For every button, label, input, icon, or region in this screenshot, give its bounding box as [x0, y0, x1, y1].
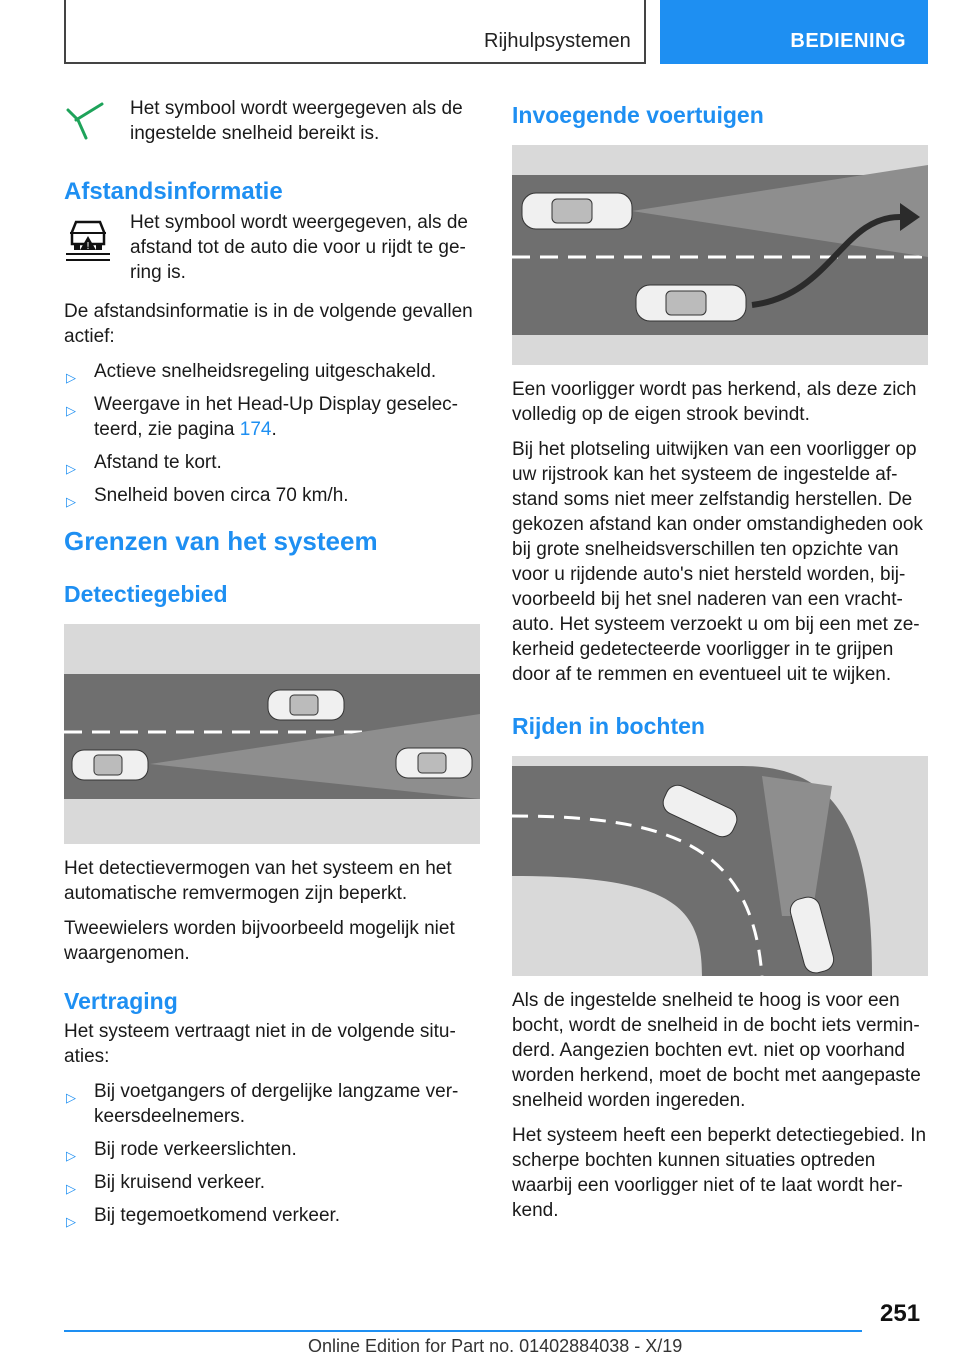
footer-divider [64, 1330, 862, 1332]
merging-p2: Bij het plotseling uitwijken van een voorligger op uw rijstrook kan het systeem de ingestelde af-stand soms niet meer zelfstandig herstellen. De gekozen afstand kan onder omstandigheden ook bij grote snelheidsverschillen ten opzichte van voor u rijdende auto's niet hersteld worden, bij-voorbeeld bij het snel naderen van een vracht-auto. Het systeem verzoekt u om bij een met ze-kerheid gedetecteerde voorligger in te grijpen door af te remmen en eventueel uit te wijken. [512, 439, 923, 685]
list-item: ▷ Snelheid boven circa 70 km/h. [64, 483, 480, 508]
distance-symbol-text: Het symbool wordt weergegeven, als de afstand tot de auto die voor u rijdt te ge-ring is. [130, 212, 468, 283]
distance-list [64, 359, 480, 508]
speed-symbol-block [64, 96, 480, 146]
triangle-bullet-icon: ▷ [66, 494, 76, 509]
list-item: ▷ Afstand te kort. [64, 450, 480, 475]
heading-merging: Invoegende voertuigen [512, 102, 764, 128]
left-column [64, 96, 480, 1236]
heading-deceleration: Vertraging [64, 988, 178, 1014]
list-item: ▷ Actieve snelheidsregeling uitgeschakeld. [64, 359, 480, 384]
list-item: ▷ Bij tegemoetkomend verkeer. [64, 1203, 480, 1228]
triangle-bullet-icon: ▷ [66, 403, 76, 418]
detection-p2: Tweewielers worden bijvoorbeeld mogelijk niet waargenomen. [64, 918, 455, 964]
chapter-tab-label: BEDIENING [790, 30, 906, 52]
merging-vehicles-figure [512, 145, 928, 365]
heading-curves: Rijden in bochten [512, 713, 705, 739]
distance-symbol-block [64, 210, 480, 285]
list-item: ▷ Weergave in het Head-Up Display geselec-teerd, zie pagina 174. [66, 394, 458, 440]
curves-p1: Als de ingestelde snelheid te hoog is voor een bocht, wordt de snelheid in de bocht iets vermin-derd. Aangezien bochten evt. niet op voorhand worden herkend, moet de bocht met aangepaste snelheid worden ingereden. [512, 990, 921, 1111]
chapter-tab [660, 0, 928, 64]
distance-intro: De afstandsinformatie is in de volgende gevallen actief: [64, 301, 473, 347]
triangle-bullet-icon: ▷ [66, 1090, 76, 1105]
deceleration-list [64, 1079, 480, 1228]
list-item: ▷ Bij kruisend verkeer. [64, 1170, 480, 1195]
car-distance-warning-icon [64, 210, 130, 271]
right-column [512, 96, 928, 1233]
speed-symbol-text: Het symbool wordt weergegeven als de ingestelde snelheid bereikt is. [130, 98, 463, 144]
list-item: ▷ Bij rode verkeerslichten. [64, 1137, 480, 1162]
triangle-bullet-icon: ▷ [66, 1181, 76, 1196]
detection-p1: Het detectievermogen van het systeem en het automatische remvermogen zijn beperkt. [64, 858, 452, 904]
page-number: 251 [880, 1300, 921, 1327]
heading-distance: Afstandsinformatie [64, 178, 283, 205]
triangle-bullet-icon: ▷ [66, 461, 76, 476]
car-icon [522, 193, 632, 229]
list-item: ▷ Bij voetgangers of dergelijke langzame ver-keersdeelnemers. [66, 1081, 459, 1127]
page-link[interactable]: 174 [239, 419, 272, 440]
triangle-bullet-icon: ▷ [66, 1148, 76, 1163]
triangle-bullet-icon: ▷ [66, 370, 76, 385]
svg-text:!: ! [85, 241, 91, 252]
deceleration-intro: Het systeem vertraagt niet in de volgende situ-aties: [64, 1021, 456, 1067]
section-title: Rijhulpsystemen [484, 30, 631, 52]
car-icon [636, 285, 746, 321]
heading-detection: Detectiegebied [64, 581, 228, 607]
triangle-bullet-icon: ▷ [66, 1214, 76, 1229]
speedometer-needle-icon [64, 96, 130, 145]
detection-area-figure [64, 624, 480, 844]
heading-limits: Grenzen van het systeem [64, 526, 378, 556]
car-icon [72, 750, 148, 780]
curves-p2: Het systeem heeft een beperkt detectiegebied. In scherpe bochten kunnen situaties optreden waarbij een voorligger niet of te laat wordt her-kend. [512, 1125, 927, 1221]
merging-p1: Een voorligger wordt pas herkend, als deze zich volledig op de eigen strook bevindt. [512, 379, 917, 425]
page-header [64, 0, 928, 66]
car-icon [396, 748, 472, 778]
curve-driving-figure [512, 756, 928, 976]
car-icon [268, 690, 344, 720]
edition-note: Online Edition for Part no. 01402884038 - X/19 [308, 1336, 683, 1356]
